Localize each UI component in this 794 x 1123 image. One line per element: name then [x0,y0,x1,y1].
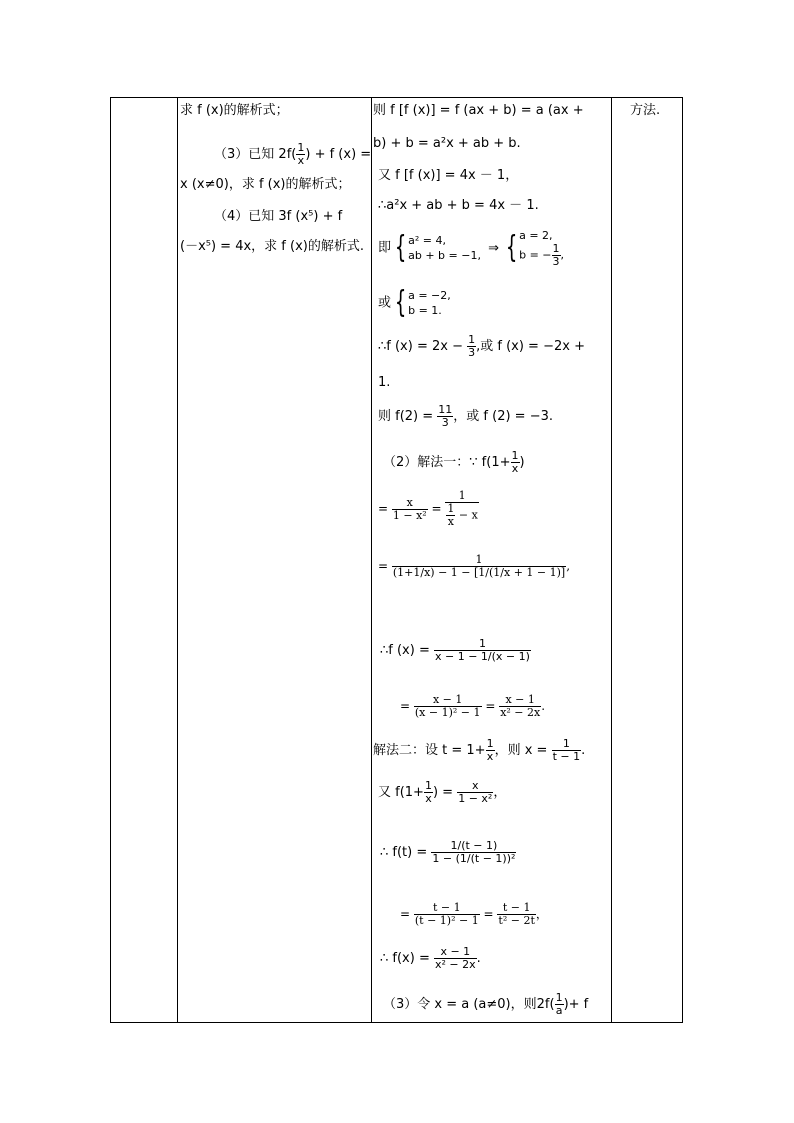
problem-3-tail: + f (x) = [314,147,372,162]
step-8: 1. [378,375,391,390]
step-11: = $\frac{x}{\text{1 − x²}}$ = 1 $\frac{1}{x}$ − x [378,489,478,528]
step-9: 则 f(2) = $\frac{11}{3}$ ，或 f (2) = −3. [378,403,554,429]
step-15: 解法二：设 t = 1+ $\frac{1}{x}$ ，则 x = $\frac{1}{t - 1}$ . [373,737,586,763]
step-7: ∴f (x) = 2x − $\frac{1}{3}$ ,或 f (x) = −2x + [378,333,585,359]
step-12: = $\frac{1}{(1+1/x) - 1 - [1/(1/x + 1 - 1)]}$ , [378,553,571,579]
problem-line-3: x (x≠0)，求 f (x)的解析式； [180,177,351,192]
step-5-system: 即 { a² = 4, ab + b = −1, ⇒ { a = 2, b = − $\frac{1}{3}$ , [378,229,565,268]
column-divider-3 [611,98,612,1022]
step-3: 又 f [f (x)] = 4x － 1， [378,168,519,183]
step-1: 则 f [f (x)] = f (ax + b) = a (ax + [373,103,584,118]
step-14: = $\frac{x - 1}{\text{(x − 1)² − 1}}$ = $\frac{x - 1}{\text{x² − 2x}}$ . [400,693,546,719]
step-17: ∴ f(t) = $\frac{1/(t - 1)}{\text{1 − (1/(t − 1))²}}$ [380,839,516,865]
step-19: ∴ f(x) = $\frac{x - 1}{\text{x² − 2x}}$ . [380,945,481,971]
step-18: = $\frac{t - 1}{\text{(t − 1)² − 1}}$ = $\frac{t - 1}{\text{t² − 2t}}$ ， [400,901,548,927]
step-6-system: 或 { a = −2, b = 1. [378,285,451,320]
step-16: 又 f(1+ $\frac{1}{x}$ ) = $\frac{x}{\text{1 − x²}}$ ， [378,779,507,805]
problem-3-intro: （3）已知 [214,147,275,162]
column-divider-2 [371,98,372,1022]
coef: 2f [278,147,292,162]
problem-line-2: （3）已知 2f( $\frac{1}{x}$ ) + f (x) = [214,141,372,167]
method-label: 方法. [630,103,661,118]
step-4: ∴a²x + ab + b = 4x － 1. [378,198,539,213]
problem-line-4: （4）已知 3f (x⁵) + f [214,209,343,224]
problem-line-5: (－x⁵) = 4x，求 f (x)的解析式. [180,239,364,254]
column-divider-1 [177,98,178,1022]
step-10: （2）解法一：∵ f(1+ $\frac{1}{x}$ ) [383,449,525,475]
step-13: ∴f (x) = $\frac{1}{x - 1 - 1/(x - 1)}$ [380,637,530,663]
problem-line-1: 求 f (x)的解析式； [180,103,289,118]
fraction: $\frac{1}{x}$ [297,141,305,167]
step-20: （3）令 x = a (a≠0)，则2f( $\frac{1}{a}$ )+ f [383,991,589,1017]
step-2: b) + b = a²x + ab + b. [373,136,521,151]
